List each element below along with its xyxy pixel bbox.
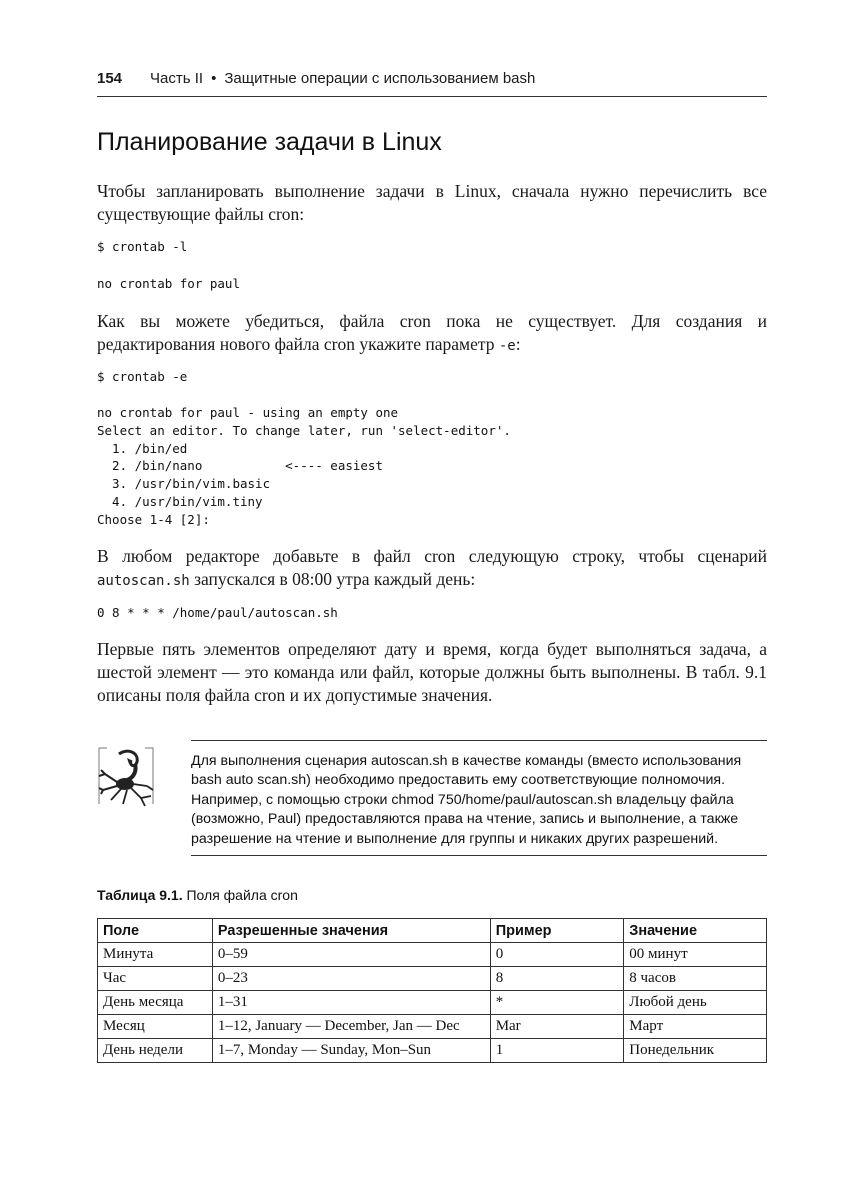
table-cell: Март — [624, 1015, 767, 1039]
table-cell: 0 — [490, 943, 624, 967]
table-cell: 1–7, Monday — Sunday, Mon–Sun — [212, 1039, 490, 1063]
code-cron-line: 0 8 * * * /home/paul/autoscan.sh — [97, 605, 338, 620]
page-number: 154 — [97, 70, 123, 87]
paragraph-add-line-end: запускался в 08:00 утра каждый день: — [189, 569, 476, 589]
scorpion-icon — [97, 744, 155, 814]
table-cell: Месяц — [98, 1015, 213, 1039]
section-title: Защитные операции с использованием bash — [224, 70, 536, 87]
table-cell: Понедельник — [624, 1039, 767, 1063]
paragraph-fields: Первые пять элементов определяют дату и время, когда будет выполняться задача, а шестой элемент — это команда или файл, которые должны быть выполнены. В табл. 9.1 описаны поля файла cron и их допустимые значения. — [97, 639, 767, 705]
note-top-rule — [191, 740, 767, 741]
running-header — [97, 70, 767, 97]
part-label: Часть II — [150, 70, 204, 87]
table-caption-label: Таблица 9.1. — [97, 887, 183, 903]
table-cell: 8 часов — [624, 967, 767, 991]
table-cell: Любой день — [624, 991, 767, 1015]
code-crontab-list: $ crontab -l — [97, 239, 188, 254]
paragraph-edit-end: : — [515, 334, 521, 354]
column-header: Разрешенные значения — [212, 919, 490, 943]
code-no-crontab: no crontab for paul — [97, 276, 240, 291]
column-header: Пример — [490, 919, 624, 943]
table-cell: 1–31 — [212, 991, 490, 1015]
note-text: Для выполнения сценария autoscan.sh в качестве команды (вместо использования bash auto scan.sh) необходимо предоставить ему соответствующие полномочия. Например, с помощью строки chmod 750/home/paul/autoscan.sh владельцу файла (возможно, Paul) предоставляются права на чтение, запись и выполнение, а также разрешение на чтение и выполнение для группы и никаких других разрешений. — [191, 753, 742, 847]
inline-code-e: -e — [498, 338, 516, 354]
table-row — [98, 991, 767, 1015]
table-caption-text: Поля файла cron — [186, 887, 298, 903]
paragraph-edit-text: Как вы можете убедиться, файла cron пока не существует. Для создания и редактирования нового файла cron укажите параметр — [97, 311, 767, 354]
paragraph-edit — [97, 310, 767, 358]
table-cell: 0–59 — [212, 943, 490, 967]
table-cell: Час — [98, 967, 213, 991]
column-header: Значение — [624, 919, 767, 943]
bullet-separator: • — [211, 70, 217, 87]
table-cell: 8 — [490, 967, 624, 991]
table-cell: Минута — [98, 943, 213, 967]
table-cell: 1 — [490, 1039, 624, 1063]
paragraph-add-line — [97, 545, 767, 593]
table-cell: Mar — [490, 1015, 624, 1039]
table-cell: 0–23 — [212, 967, 490, 991]
inline-code-autoscan: autoscan.sh — [97, 573, 190, 589]
code-editor-select: no crontab for paul - using an empty one Select an editor. To change later, run 'select-editor'. 1. /bin/ed 2. /bin/nano <---- easiest 3. /usr/bin/vim.basic 4. /usr/bin/vim.tiny Choose 1-4 [2]: — [97, 405, 511, 527]
page-heading: Планирование задачи в Linux — [97, 128, 442, 156]
table-row — [98, 1039, 767, 1063]
note-box — [97, 740, 767, 856]
table-row — [98, 943, 767, 967]
paragraph-intro: Чтобы запланировать выполнение задачи в Linux, сначала нужно перечислить все существующие файлы cron: — [97, 181, 767, 224]
code-crontab-edit: $ crontab -e — [97, 369, 188, 384]
table-cell: 1–12, January — December, Jan — Dec — [212, 1015, 490, 1039]
note-bottom-rule — [191, 855, 767, 856]
paragraph-add-line-text: В любом редакторе добавьте в файл cron следующую строку, чтобы сценарий — [97, 546, 767, 566]
cron-fields-table — [97, 918, 767, 1063]
table-cell: * — [490, 991, 624, 1015]
table-header-row — [98, 919, 767, 943]
table-row — [98, 1015, 767, 1039]
table-cell: День недели — [98, 1039, 213, 1063]
column-header: Поле — [98, 919, 213, 943]
table-cell: День месяца — [98, 991, 213, 1015]
table-row — [98, 967, 767, 991]
table-cell: 00 минут — [624, 943, 767, 967]
table-caption — [97, 887, 298, 903]
